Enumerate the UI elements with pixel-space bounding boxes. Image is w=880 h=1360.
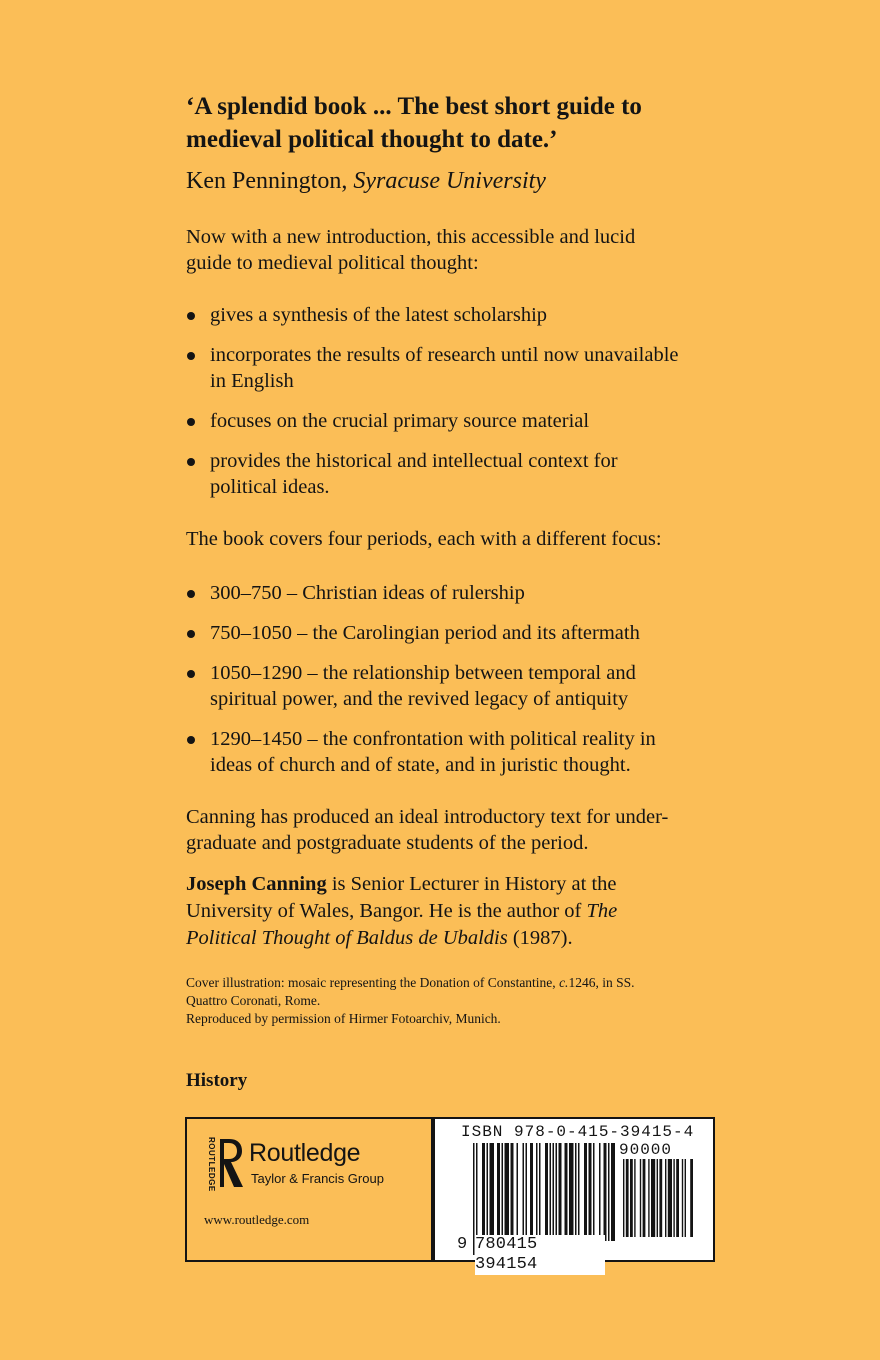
barcode-bar — [545, 1143, 548, 1241]
barcode-bar — [517, 1143, 519, 1241]
barcode-bar — [604, 1143, 607, 1241]
intro-line-2: guide to medieval political thought: — [186, 252, 479, 274]
publisher-name: Routledge — [249, 1139, 361, 1167]
barcode-bar — [530, 1143, 533, 1241]
isbn-number: ISBN 978-0-415-39415-4 — [461, 1123, 695, 1141]
barcode-bar — [668, 1159, 672, 1237]
routledge-logo-icon — [218, 1137, 244, 1189]
barcode-bar — [651, 1159, 655, 1237]
barcode-bar — [569, 1143, 574, 1241]
closing-line-2: graduate and postgraduate students of the period. — [186, 832, 589, 854]
barcode-bar — [676, 1159, 679, 1237]
intro-line-1: Now with a new introduction, this accessible and lucid — [186, 226, 636, 248]
barcode-bar — [608, 1143, 610, 1241]
barcode-bar — [575, 1143, 577, 1241]
book-title-part-1: The — [586, 900, 618, 922]
barcode-bar — [659, 1159, 662, 1237]
barcode-bar — [584, 1143, 587, 1241]
feature-item: gives a synthesis of the latest scholarship — [186, 302, 706, 328]
barcode-bar — [497, 1143, 500, 1241]
review-quote — [186, 90, 696, 156]
author-name: Joseph Canning — [186, 873, 327, 895]
barcode-bar — [657, 1159, 658, 1237]
barcode-bar — [511, 1143, 514, 1241]
quote-attribution — [186, 166, 696, 196]
addon-barcode — [623, 1159, 699, 1251]
barcode-bar — [685, 1159, 686, 1237]
period-item: 1050–1290 – the relationship between temporal and spiritual power, and the revived legacy of antiquity — [186, 660, 706, 712]
barcode-bar — [550, 1143, 552, 1241]
publisher-box — [185, 1117, 433, 1262]
cover-credits: Cover illustration: mosaic representing the Donation of Constantine, c.1246, in SS. Quattro Coronati, Rome. Reproduced by permission of Hirmer Fotoarchiv, Munich. — [186, 975, 635, 1026]
back-cover-footer — [185, 1117, 715, 1274]
barcode-bar — [640, 1159, 641, 1237]
barcode-bar — [559, 1143, 562, 1241]
closing-line-1: Canning has produced an ideal introductory text for under- — [186, 806, 669, 828]
intro-paragraph — [186, 224, 696, 276]
barcode-bar — [634, 1159, 635, 1237]
barcode-bar — [673, 1159, 674, 1237]
addon-number: 90000 — [619, 1141, 673, 1159]
feature-item: provides the historical and intellectual context for political ideas. — [186, 448, 706, 500]
barcode-bar — [482, 1143, 485, 1241]
period-list — [186, 580, 706, 792]
publisher-group: Taylor & Francis Group — [251, 1171, 384, 1186]
barcode-bar — [630, 1159, 633, 1237]
barcode-bar — [623, 1159, 624, 1237]
barcode-bar — [523, 1143, 525, 1241]
barcode-bar — [578, 1143, 580, 1241]
closing-paragraph — [186, 804, 706, 856]
feature-list — [186, 302, 706, 514]
barcode-bar — [626, 1159, 629, 1237]
barcode-bar — [665, 1159, 666, 1237]
barcode-bar — [536, 1143, 538, 1241]
ean-digits: 780415 394154 — [475, 1235, 605, 1275]
barcode-bar — [643, 1159, 646, 1237]
barcode-bar — [565, 1143, 568, 1241]
barcode-bar — [539, 1143, 541, 1241]
book-title-part-2: Political Thought of Baldus de Ubaldis — [186, 927, 508, 949]
barcode-bar — [648, 1159, 649, 1237]
barcode-bar — [611, 1143, 615, 1241]
period-item: 1290–1450 – the confrontation with political reality in ideas of church and of state, and in juristic thought. — [186, 726, 706, 778]
barcode-bar — [690, 1159, 693, 1237]
quote-line-1: ‘A splendid book ... The best short guide to — [186, 93, 642, 120]
barcode-bar — [526, 1143, 528, 1241]
feature-item: incorporates the results of research until now unavailable in English — [186, 342, 706, 394]
publisher-url: www.routledge.com — [204, 1212, 310, 1227]
barcode-bar — [502, 1143, 504, 1241]
author-bio: Joseph Canning is Senior Lecturer in History at the University of Wales, Bangor. He is the author of The Political Thought of Baldus de Ubaldis (1987). — [186, 873, 618, 949]
barcode-bar — [589, 1143, 592, 1241]
subject-category: History — [186, 1070, 248, 1091]
attribution-name: Ken Pennington, — [186, 168, 348, 194]
quote-line-2: medieval political thought to date.’ — [186, 126, 558, 153]
barcode-bar — [599, 1143, 601, 1241]
isbn-barcode-box — [433, 1117, 715, 1274]
period-item: 300–750 – Christian ideas of rulership — [186, 580, 706, 606]
barcode-bar — [682, 1159, 683, 1237]
barcode-bar — [505, 1143, 510, 1241]
barcode-bar — [487, 1143, 489, 1241]
publisher-vertical-label: ROUTLEDGE — [207, 1137, 216, 1192]
ean-prefix-digit: 9 — [457, 1235, 468, 1254]
attribution-affiliation: Syracuse University — [353, 168, 546, 194]
period-item: 750–1050 – the Carolingian period and its aftermath — [186, 620, 706, 646]
barcode-bar — [593, 1143, 595, 1241]
feature-item: focuses on the crucial primary source material — [186, 408, 706, 434]
periods-intro: The book covers four periods, each with a different focus: — [186, 528, 662, 550]
barcode-bar — [490, 1143, 495, 1241]
